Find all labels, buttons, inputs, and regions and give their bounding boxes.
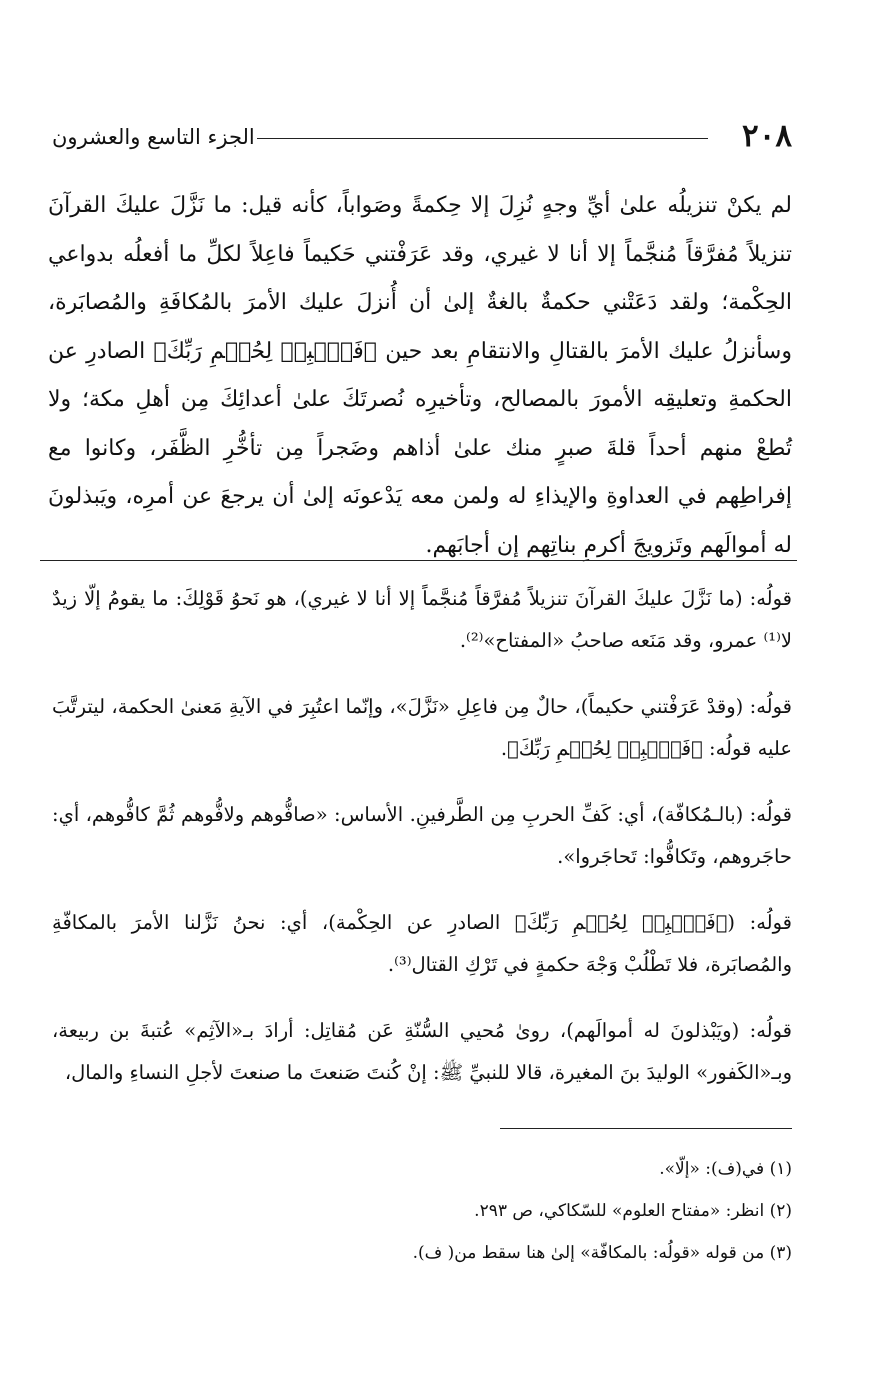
footnote: (١) في(ف): «إلّا». [659,1159,792,1179]
footnote: (٢) انظر: «مفتاح العلوم» للسّكاكي، ص ٢٩٣. [474,1201,792,1221]
commentary-paragraph: قولُه: (ويَبْذلونَ له أموالَهم)، روىٰ مُحيي السُّنّةِ عَن مُقاتِل: أرادَ بـ«الآثِم» عُتبةَ بن ربيعة، وبـ«الكَفور» الوليدَ بنَ المغيرة، قالا للنبيِّ ﷺ: إنْ كُنتَ صَنعتَ ما صنعتَ لأجلِ النساءِ والمال، [52,1019,792,1084]
main-paragraph: لم يكنْ تنزيلُه علىٰ أيِّ وجهٍ نُزِلَ إلا حِكمةً وصَواباً، كأنه قيل: ما نَزَّلَ عليكَ القرآنَ تنزيلاً مُفرَّقاً مُنجَّماً إلا أنا لا غيري، وقد عَرَفْتني حَكيماً فاعِلاً لكلِّ ما أفعلُه بدواعي الحِكْمة؛ ولقد دَعَتْني حكمةٌ بالغةٌ إلىٰ أن أُنزلَ عليك الأمرَ بالمُكافَةِ والمُصابَرة، وسأنزلُ عليك الأمرَ بالقتالِ والانتقامِ بعد حين ﴿فَٱصۡبِرۡ لِحُكۡمِ رَبِّكَ﴾ الصادرِ عن الحكمةِ وتعليقِه الأمورَ بالمصالح، وتأخيرِه نُصرتَكَ علىٰ أعدائِكَ مِن أهلِ مكة؛ ولا تُطعْ منهم أحداً قلةَ صبرٍ منك علىٰ أذاهم وضَجراً مِن تأخُّرِ الظَّفَر، وكانوا مع إفراطِهم في العداوةِ والإيذاءِ له ولمن معه يَدْعونَه إلىٰ أن يرجعَ عن أمرِه، ويَبذلونَ له أموالَهم وتَزويجَ أكرمِ بناتِهم إن أجابَهم. [48,193,792,558]
page-number: ٢٠٨ [742,118,792,154]
main-text-divider [40,560,797,561]
page-header [52,118,792,158]
commentary-paragraph: قولُه: (﴿فَٱصۡبِرۡ لِحُكۡمِ رَبِّكَ﴾ الصادرِ عن الحِكْمة)، أي: نحنُ نَزَّلنا الأمرَ بالمكافّةِ والمُصابَرة، فلا تَطْلُبْ وَجْهَ حكمةٍ في تَرْكِ القتال⁽³⁾. [52,911,792,976]
footnotes [52,1148,792,1274]
main-text [48,182,792,570]
running-head: الجزء التاسع والعشرون [52,125,255,149]
commentary [52,578,792,1118]
footnote-divider [500,1128,792,1129]
footnote: (٣) من قوله «قولُه: بالمكافّة» إلىٰ هنا سقط من( ف). [412,1243,792,1263]
commentary-paragraph: قولُه: (بالـمُكافّة)، أي: كَفِّ الحربِ مِن الطَّرفينِ. الأساس: «صافُّوهم ولافُّوهم ثُمَّ كافُّوهم، أي: حاجَروهم، وتَكافُّوا: تَحاجَروا». [52,803,792,868]
commentary-paragraph: قولُه: (وقدْ عَرَفْتني حكيماً)، حالٌ مِن فاعِلِ «نَزَّلَ»، وإنّما اعتُبِرَ في الآيةِ مَعنىٰ الحكمة، ليترتَّبَ عليه قولُه: ﴿فَٱصۡبِرۡ لِحُكۡمِ رَبِّكَ﴾. [52,695,792,760]
commentary-paragraph: قولُه: (ما نَزَّلَ عليكَ القرآنَ تنزيلاً مُفرَّقاً مُنجَّماً إلا أنا لا غيري)، هو نَحوُ قَوْلِكَ: ما يقومُ إلّا زيدٌ لا⁽¹⁾ عمرو، وقد مَنَعه صاحبُ «المفتاح»⁽²⁾. [52,587,792,652]
header-rule [257,138,708,139]
